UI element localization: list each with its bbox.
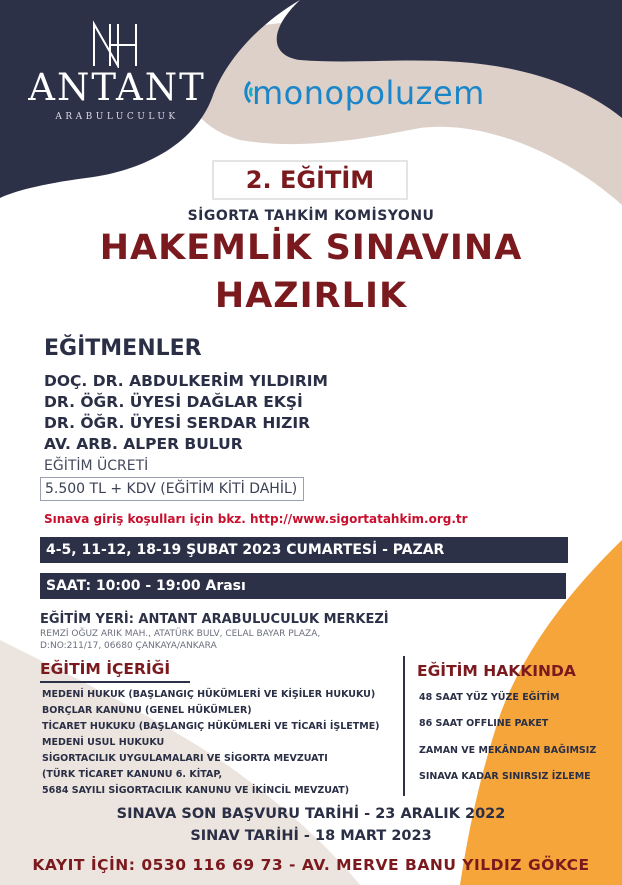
content-item: 5684 SAYILI SİGORTACILIK KANUNU VE İKİNCİL MEVZUAT) bbox=[42, 785, 350, 796]
about-item: 48 SAAT YÜZ YÜZE EĞİTİM bbox=[419, 692, 560, 703]
logo-name: ANTANT bbox=[28, 66, 206, 109]
hours-bar: SAAT: 10:00 - 19:00 Arası bbox=[40, 573, 566, 599]
exam-date: SINAV TARİHİ - 18 MART 2023 bbox=[190, 828, 432, 844]
commission-subtitle: SİGORTA TAHKİM KOMİSYONU bbox=[187, 208, 435, 224]
dates-bar: 4-5, 11-12, 18-19 ŞUBAT 2023 CUMARTESİ - PAZAR bbox=[40, 537, 568, 563]
about-item: SINAVA KADAR SINIRSIZ İZLEME bbox=[419, 771, 591, 782]
session-badge: 2. EĞİTİM bbox=[212, 160, 408, 200]
fee-value: 5.500 TL + KDV (EĞİTİM KİTİ DAHİL) bbox=[40, 477, 304, 501]
content-heading-rule bbox=[40, 681, 190, 683]
about-item: 86 SAAT OFFLINE PAKET bbox=[419, 718, 549, 729]
address-line: REMZİ OĞUZ ARIK MAH., ATATÜRK BULV, CELAL BAYAR PLAZA, bbox=[40, 629, 321, 639]
instructor-item: DOÇ. DR. ABDULKERİM YILDIRIM bbox=[44, 372, 328, 390]
instructor-item: DR. ÖĞR. ÜYESİ SERDAR HIZIR bbox=[44, 414, 311, 432]
instructor-item: AV. ARB. ALPER BULUR bbox=[44, 435, 243, 453]
instructors-heading: EĞİTMENLER bbox=[44, 336, 202, 361]
main-title-line1: HAKEMLİK SINAVINA bbox=[99, 228, 523, 268]
about-heading: EĞİTİM HAKKINDA bbox=[417, 662, 576, 680]
main-title-line2: HAZIRLIK bbox=[214, 276, 408, 316]
content-item: TİCARET HUKUKU (BAŞLANGIÇ HÜKÜMLERİ VE TİCARİ İŞLETME) bbox=[42, 721, 380, 732]
content-item: MEDENİ USUL HUKUKU bbox=[42, 737, 165, 748]
section-divider bbox=[403, 656, 405, 796]
content-item: SİGORTACILIK UYGULAMALARI VE SİGORTA MEVZUATI bbox=[42, 753, 328, 764]
instructor-item: DR. ÖĞR. ÜYESİ DAĞLAR EKŞİ bbox=[44, 393, 303, 411]
logo-subtitle: ARABULUCULUK bbox=[55, 112, 179, 122]
fee-label: EĞİTİM ÜCRETİ bbox=[44, 458, 149, 474]
logo-monogram-icon bbox=[88, 20, 144, 68]
content-item: BORÇLAR KANUNU (GENEL HÜKÜMLER) bbox=[42, 705, 252, 716]
address-line: D:NO:211/17, 06680 ÇANKAYA/ANKARA bbox=[40, 641, 217, 651]
location-title: EĞİTİM YERİ: ANTANT ARABULUCULUK MERKEZİ bbox=[40, 612, 389, 627]
content-item: MEDENİ HUKUK (BAŞLANGIÇ HÜKÜMLERİ VE KİŞİLER HUKUKU) bbox=[42, 689, 376, 700]
content-item: (TÜRK TİCARET KANUNU 6. KİTAP, bbox=[42, 769, 223, 780]
exam-conditions-link[interactable]: Sınava giriş koşulları için bkz. http://www.sigortatahkim.org.tr bbox=[44, 512, 468, 526]
application-deadline: SINAVA SON BAŞVURU TARİHİ - 23 ARALIK 2022 bbox=[116, 806, 506, 822]
partner-brand: monopoluzem bbox=[252, 74, 485, 112]
about-item: ZAMAN VE MEKÂNDAN BAĞIMSIZ bbox=[419, 745, 597, 756]
registration-contact: KAYIT İÇİN: 0530 116 69 73 - AV. MERVE BANU YILDIZ GÖKCE bbox=[32, 856, 590, 874]
content-heading: EĞİTİM İÇERİĞİ bbox=[40, 660, 171, 678]
